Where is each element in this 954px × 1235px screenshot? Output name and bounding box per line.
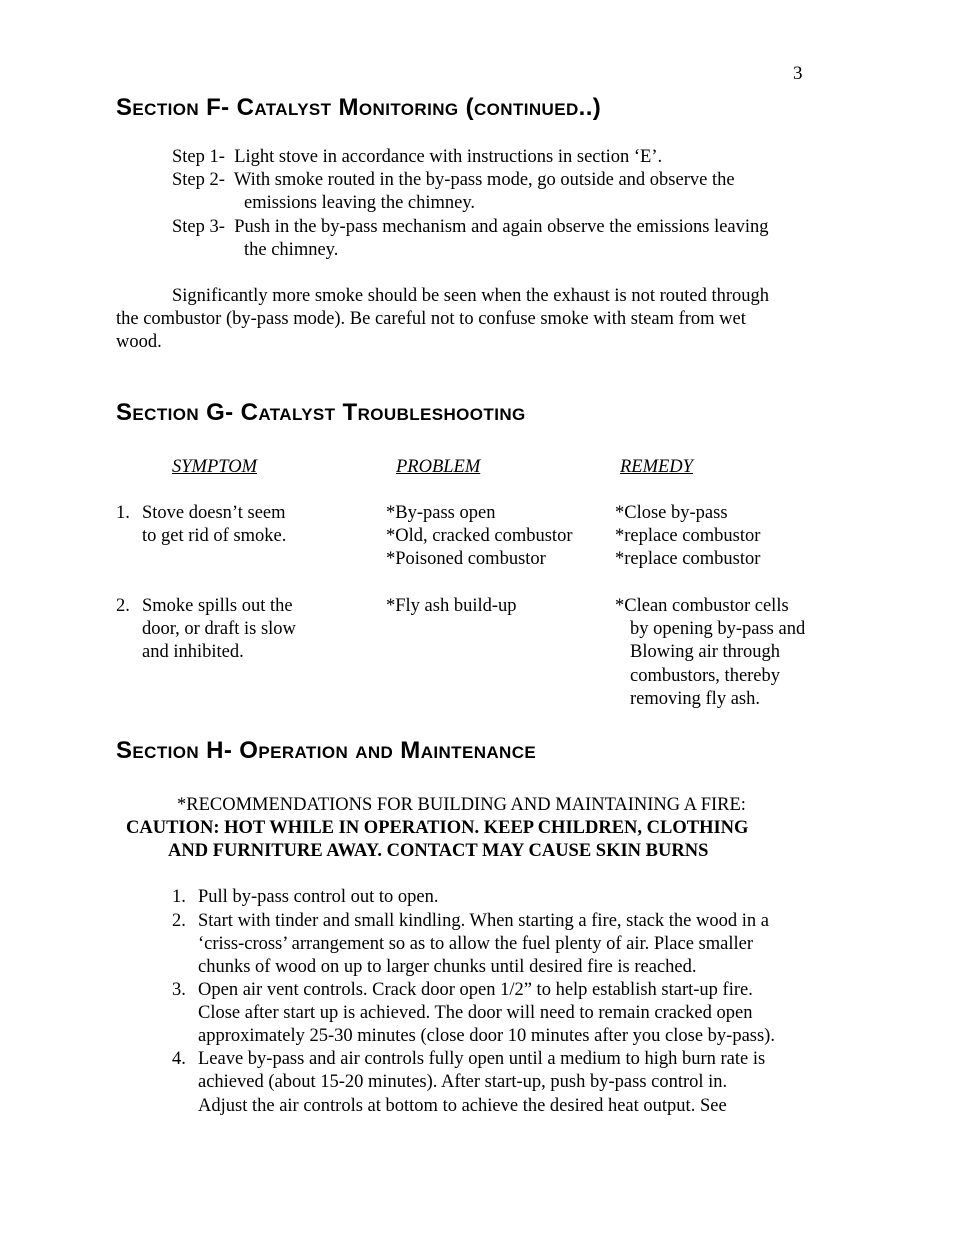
item-3-line-3: approximately 25-30 minutes (close door 10 minutes after you close by-pass). [198, 1026, 775, 1046]
row-1-remedy-line-2: *replace combustor [615, 526, 761, 546]
caution-line-2: AND FURNITURE AWAY. CONTACT MAY CAUSE SKIN BURNS [168, 841, 709, 861]
paragraph-line-2: the combustor (by-pass mode). Be careful not to confuse smoke with steam from wet [116, 309, 746, 329]
step-label: Step 3- [172, 217, 225, 237]
row-2-remedy-line-4: combustors, thereby [630, 666, 781, 686]
step-1 [172, 146, 662, 169]
item-1-line-1: Pull by-pass control out to open. [198, 887, 439, 907]
row-2-symptom-line-1: Smoke spills out the [142, 596, 293, 616]
step-2 [172, 169, 735, 192]
item-1-number: 1. [172, 887, 186, 907]
row-2-remedy-line-2: by opening by-pass and [630, 619, 806, 639]
row-1-problem-line-1: *By-pass open [386, 503, 496, 523]
row-1-remedy-line-1: *Close by-pass [615, 503, 728, 523]
item-2-line-1: Start with tinder and small kindling. When starting a fire, stack the wood in a [198, 911, 769, 931]
section-f-heading: Section F- Catalyst Monitoring (continued..) [116, 94, 602, 121]
symptom-header: SYMPTOM [172, 457, 257, 477]
remedy-header: REMEDY [620, 457, 693, 477]
recommendation-line: *RECOMMENDATIONS FOR BUILDING AND MAINTAINING A FIRE: [177, 795, 746, 815]
step-3 [172, 216, 769, 239]
item-4-line-2: achieved (about 15-20 minutes). After start-up, push by-pass control in. [198, 1072, 728, 1092]
row-2-number: 2. [116, 596, 130, 616]
step-label: Step 1- [172, 147, 225, 167]
row-2-symptom-line-2: door, or draft is slow [142, 619, 296, 639]
row-2-problem-line-1: *Fly ash build-up [386, 596, 517, 616]
item-2-line-2: ‘criss-cross’ arrangement so as to allow the fuel plenty of air. Place smaller [198, 934, 753, 954]
section-g-heading: Section G- Catalyst Troubleshooting [116, 399, 526, 426]
row-1-symptom-line-2: to get rid of smoke. [142, 526, 287, 546]
row-1-remedy-line-3: *replace combustor [615, 549, 761, 569]
row-1-problem-line-3: *Poisoned combustor [386, 549, 546, 569]
item-3-line-1: Open air vent controls. Crack door open 1/2” to help establish start-up fire. [198, 980, 753, 1000]
row-2-remedy-line-1: *Clean combustor cells [615, 596, 789, 616]
paragraph-line-3: wood. [116, 332, 162, 352]
step-text: Push in the by-pass mechanism and again observe the emissions leaving [234, 217, 769, 237]
page-number: 3 [793, 63, 803, 84]
row-2-remedy-line-3: Blowing air through [630, 642, 781, 662]
step-label: Step 2- [172, 170, 225, 190]
item-4-line-1: Leave by-pass and air controls fully open until a medium to high burn rate is [198, 1049, 766, 1069]
item-4-number: 4. [172, 1049, 186, 1069]
item-3-number: 3. [172, 980, 186, 1000]
section-h-heading: Section H- Operation and Maintenance [116, 737, 537, 764]
item-4-line-3: Adjust the air controls at bottom to achieve the desired heat output. See [198, 1096, 727, 1116]
caution-line-1: CAUTION: HOT WHILE IN OPERATION. KEEP CHILDREN, CLOTHING [126, 818, 749, 838]
row-1-problem-line-2: *Old, cracked combustor [386, 526, 573, 546]
step-3-continuation: the chimney. [244, 240, 339, 260]
row-1-number: 1. [116, 503, 130, 523]
item-2-line-3: chunks of wood on up to larger chunks until desired fire is reached. [198, 957, 697, 977]
item-2-number: 2. [172, 911, 186, 931]
row-1-symptom-line-1: Stove doesn’t seem [142, 503, 286, 523]
step-text: Light stove in accordance with instructions in section ‘E’. [234, 147, 663, 167]
step-text: With smoke routed in the by-pass mode, go outside and observe the [233, 170, 735, 190]
paragraph-line-1: Significantly more smoke should be seen when the exhaust is not routed through [172, 286, 770, 306]
row-2-remedy-line-5: removing fly ash. [630, 689, 760, 709]
step-2-continuation: emissions leaving the chimney. [244, 193, 476, 213]
item-3-line-2: Close after start up is achieved. The door will need to remain cracked open [198, 1003, 753, 1023]
problem-header: PROBLEM [396, 457, 481, 477]
row-2-symptom-line-3: and inhibited. [142, 642, 244, 662]
